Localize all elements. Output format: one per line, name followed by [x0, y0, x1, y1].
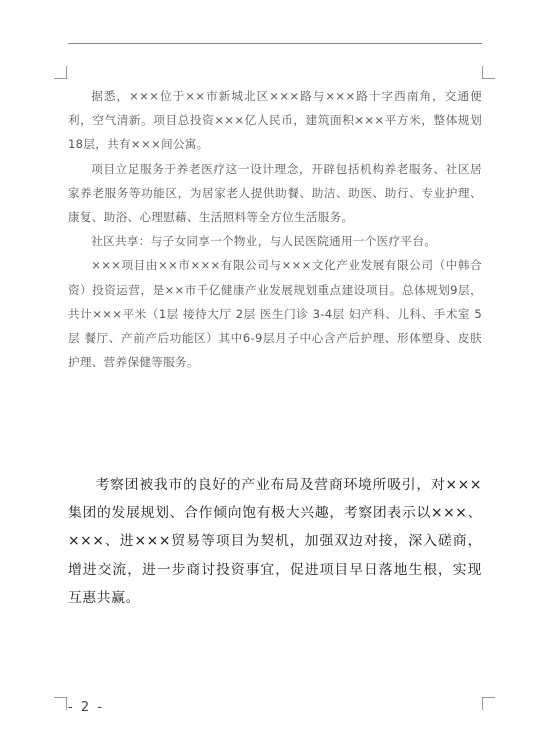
body-text: [68, 84, 482, 374]
crop-mark-top-right: [482, 66, 495, 79]
paragraph-services: 项目立足服务于养老医疗这一设计理念，开辟包括机构养老服务、社区居家养老服务等功能区，为居家老人提供助餐、助洁、助医、助行、专业护理、康复、助浴、心理慰藉、生活照料等全方位生活服务。: [68, 161, 482, 225]
closing-section: [68, 471, 482, 612]
paragraph-closing: 考察团被我市的良好的产业布局及营商环境所吸引，对×××集团的发展规划、合作倾向饱有极大兴趣，考察团表示以×××、×××、进×××贸易等项目为契机，加强双边对接，深入磋商，增进交流，进一步商讨投资事宜，促进项目早日落地生根，实现互惠共赢。: [68, 477, 482, 606]
paragraph-location: 据悉，×××位于××市新城北区×××路与×××路十字西南角，交通便利，空气清新。项目总投资×××亿人民币，建筑面积×××平方米，整体规划18层，共有×××间公寓。: [68, 89, 482, 152]
header-rule: [68, 43, 482, 44]
page-number: - 2 -: [68, 700, 104, 715]
paragraph-project: ×××项目由××市×××有限公司与×××文化产业发展有限公司（中韩合资）投资运营，是××市千亿健康产业发展规划重点建设项目。总体规划9层，共计×××平米（1层 接待大厅 2层 医生门诊 3-4层 妇产科、儿科、手术室 5层 餐厅、产前产后功能区）其中6-9层月子中心含产后护理、形体塑身、皮肤护理、营养保健等服务。: [68, 258, 482, 370]
paragraph-community: 社区共享：与子女同享一个物业，与人民医院通用一个医疗平台。: [91, 234, 437, 249]
crop-mark-bottom-left: [54, 697, 67, 710]
crop-mark-bottom-right: [482, 697, 495, 710]
crop-mark-top-left: [54, 66, 67, 79]
